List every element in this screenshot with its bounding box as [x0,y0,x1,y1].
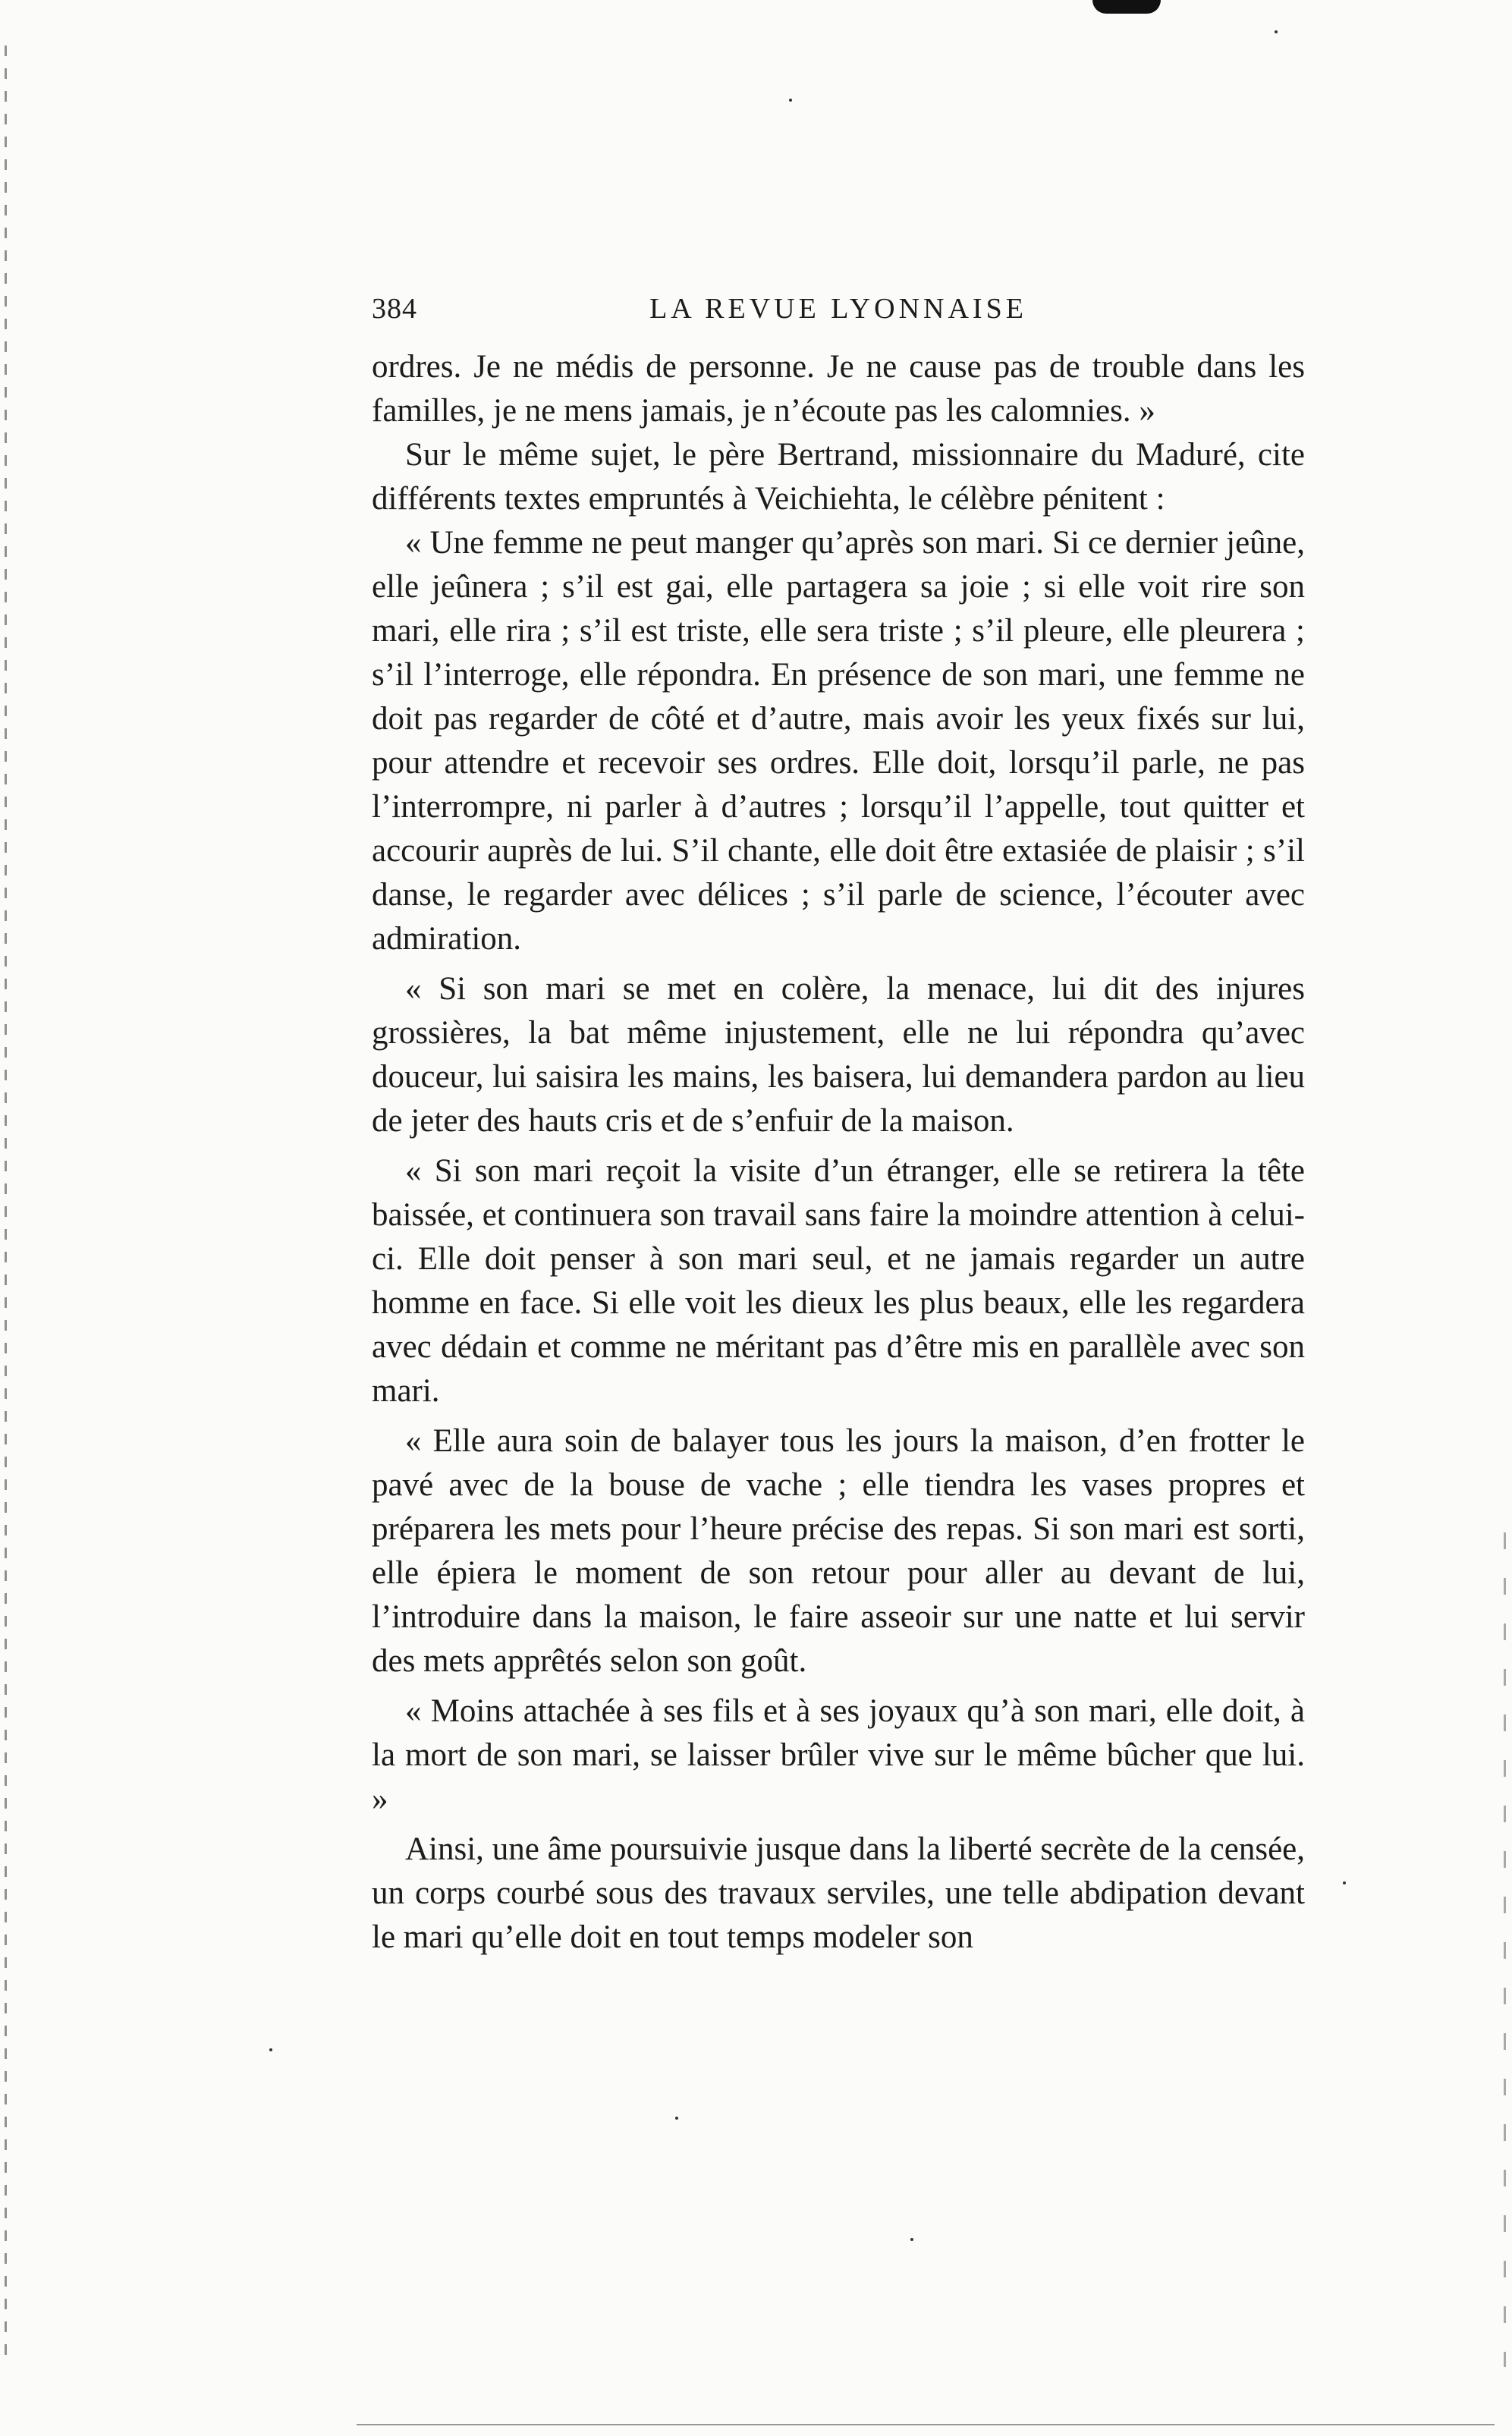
page-number: 384 [372,293,417,325]
page-header [372,292,1305,338]
scan-speck [1275,30,1278,33]
paragraph: « Moins attachée à ses fils et à ses joyaux qu’à son mari, elle doit, à la mort de son mari, se laisser brûler vive sur le même bûcher que lui. » [372,1693,1305,1817]
paragraph: « Si son mari reçoit la visite d’un étranger, elle se retirera la tête baissée, et continuera son travail sans faire la moindre attention à celui-ci. Elle doit penser à son mari seul, et ne jamais regarder un autre homme en face. Si elle voit les dieux les plus beaux, elle les regardera avec dédain et comme ne méritant pas d’être mis en parallèle avec son mari. [372,1153,1305,1409]
body-text [372,345,1305,1960]
scan-speck [675,2117,678,2120]
page-bottom-edge [357,2424,1495,2425]
scan-speck [789,99,792,102]
page-edge-shadow-left [5,46,7,2359]
page-edge-shadow-right [1504,1532,1506,2367]
paragraph: Ainsi, une âme poursuivie jusque dans la liberté secrète de la censée, un corps courbé sous des travaux serviles, une telle abdipation devant le mari qu’elle doit en tout temps modeler son [372,1831,1305,1955]
paragraph: « Si son mari se met en colère, la menace, lui dit des injures grossières, la bat même injustement, elle ne lui répondra qu’avec douceur, lui saisira les mains, les baisera, lui demandera pardon au lieu de jeter des hauts cris et de s’enfuir de la maison. [372,971,1305,1139]
scan-speck [1343,1881,1346,1884]
running-head: LA REVUE LYONNAISE [649,293,1027,325]
scan-speck [269,2048,272,2051]
paragraph: Sur le même sujet, le père Bertrand, missionnaire du Maduré, cite différents textes empruntés à Veichiehta, le célèbre pénitent : [372,437,1305,517]
paragraph: « Une femme ne peut manger qu’après son mari. Si ce dernier jeûne, elle jeûnera ; s’il est gai, elle partagera sa joie ; si elle voit rire son mari, elle rira ; s’il est triste, elle sera triste ; s’il pleure, elle pleurera ; s’il l’interroge, elle répondra. En présence de son mari, une femme ne doit pas regarder de côté et d’autre, mais avoir les yeux fixés sur lui, pour attendre et recevoir ses ordres. Elle doit, lorsqu’il parle, ne pas l’interrompre, ni parler à d’autres ; lorsqu’il l’appelle, tout quitter et accourir auprès de lui. S’il chante, elle doit être extasiée de plaisir ; s’il danse, le regarder avec délices ; s’il parle de science, l’écouter avec admiration. [372,525,1305,957]
paragraph: ordres. Je ne médis de personne. Je ne cause pas de trouble dans les familles, je ne mens jamais, je n’écoute pas les calomnies. » [372,349,1305,429]
paragraph: « Elle aura soin de balayer tous les jours la maison, d’en frotter le pavé avec de la bouse de vache ; elle tiendra les vases propres et préparera les mets pour l’heure précise des repas. Si son mari est sorti, elle épiera le moment de son retour pour aller au devant de lui, l’introduire dans la maison, le faire asseoir sur une natte et lui servir des mets apprêtés selon son goût. [372,1423,1305,1679]
scan-speck [910,2238,913,2241]
ink-blot [1092,0,1161,14]
